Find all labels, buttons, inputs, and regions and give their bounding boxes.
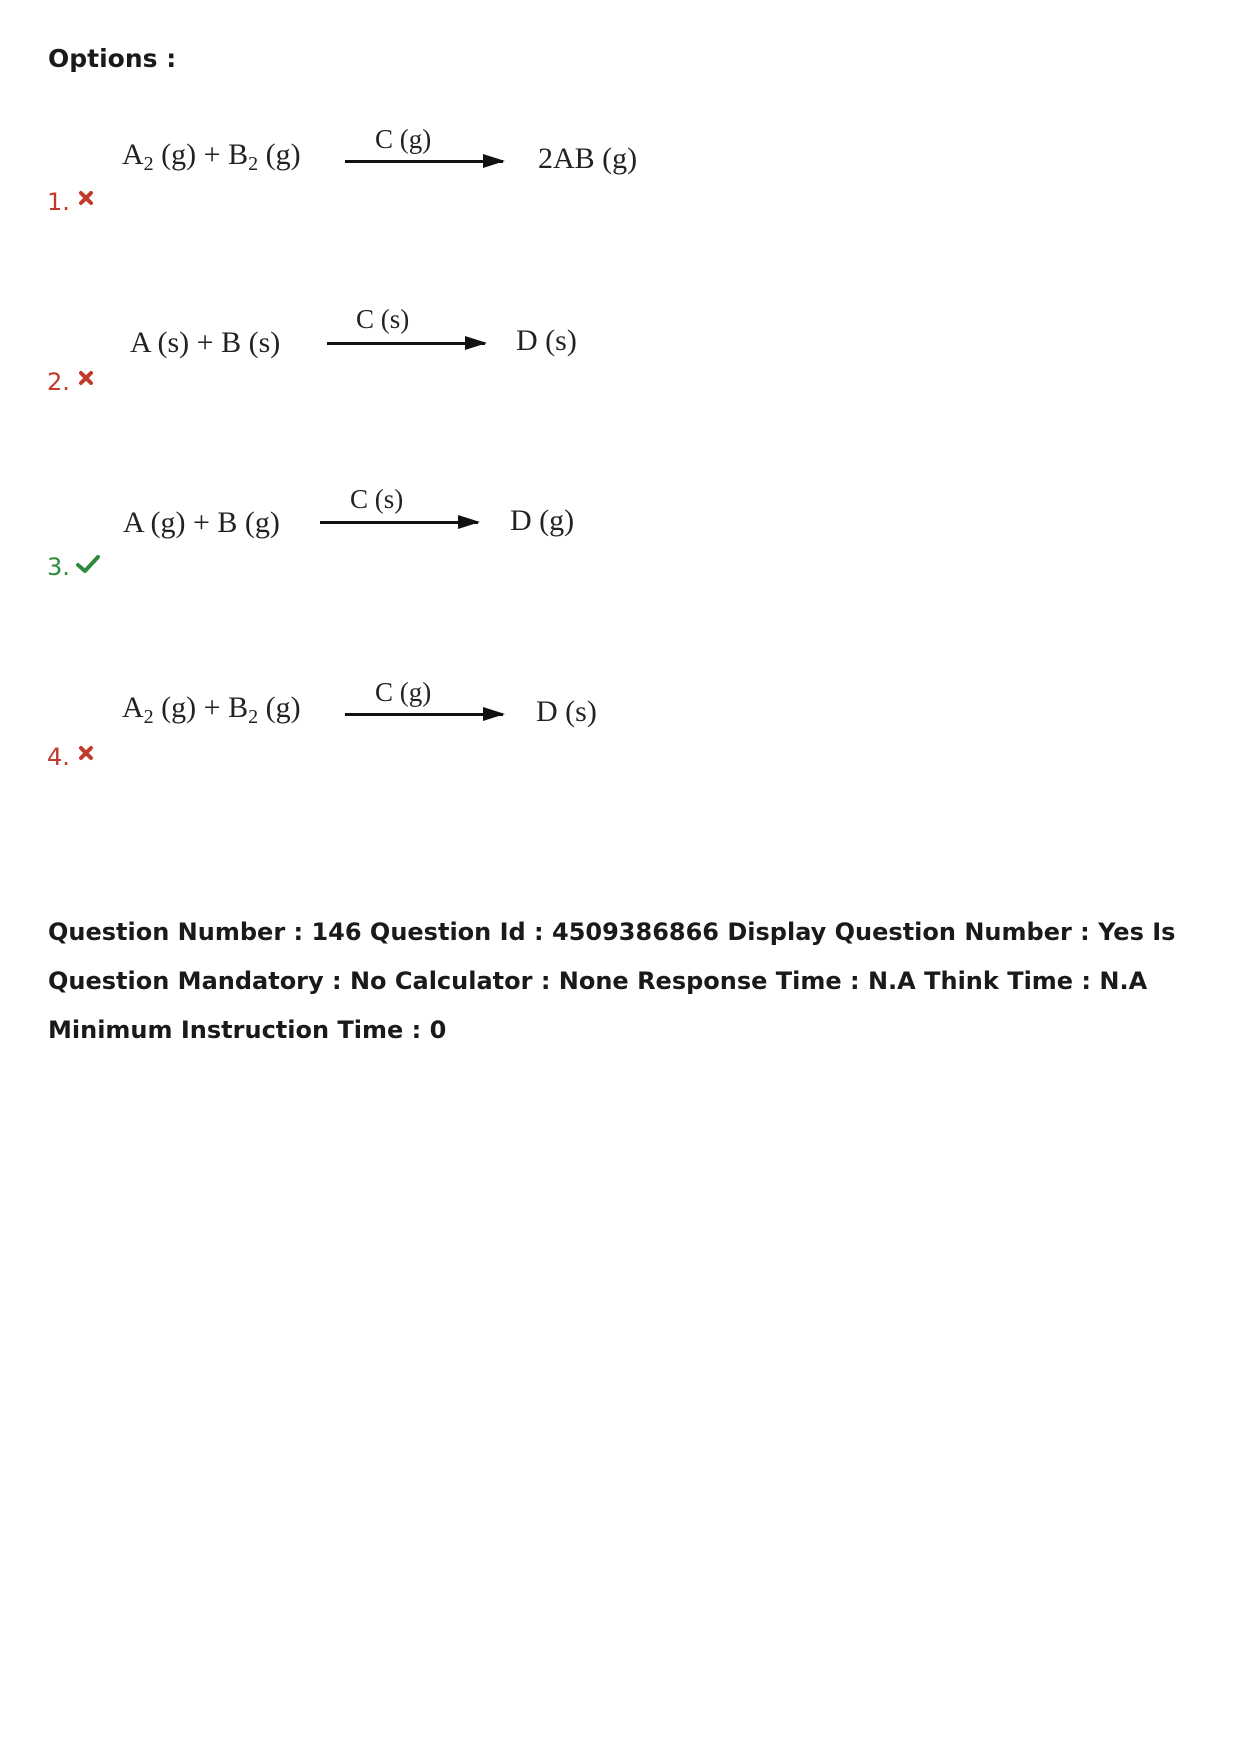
option-2-reactants: A (s) + B (s) (130, 326, 281, 359)
option-4-product: D (s) (536, 695, 597, 728)
option-1 (0, 120, 1240, 250)
option-2-catalyst: C (s) (356, 304, 410, 334)
option-2-product: D (s) (516, 324, 577, 357)
cross-icon (78, 745, 94, 765)
option-2-arrow (327, 342, 485, 345)
options-heading: Options : (48, 44, 177, 73)
option-3-product: D (g) (510, 504, 575, 537)
option-4-reactants: $A_2$ $(g) + B_2$ (g) (122, 691, 301, 728)
option-3-number: 3. (47, 553, 70, 581)
check-icon (76, 554, 100, 578)
option-2 (0, 300, 1240, 430)
option-4-number: 4. (47, 743, 70, 771)
option-3 (0, 480, 1240, 610)
option-3-reactants: A (g) + B (g) (123, 506, 280, 539)
option-4-arrow (345, 713, 503, 716)
option-2-number: 2. (47, 368, 70, 396)
option-4-catalyst: C (g) (375, 677, 432, 707)
cross-icon (78, 190, 94, 210)
option-1-catalyst: C (g) (375, 124, 432, 154)
cross-icon (78, 370, 94, 390)
option-1-reactants: $A_2$ $(g) + B_2$ (g) (122, 138, 301, 175)
question-metadata: Question Number : 146 Question Id : 4509386866 Display Question Number : Yes Is Question Mandatory : No Calculator : None Response Time : N.A Think Time : N.A Minimum Instruction Time : 0 (48, 918, 1176, 1044)
option-1-arrow (345, 160, 503, 163)
option-3-arrow (320, 521, 478, 524)
option-4 (0, 675, 1240, 805)
option-1-number: 1. (47, 188, 70, 216)
option-3-catalyst: C (s) (350, 484, 404, 514)
option-1-product: 2AB (g) (538, 142, 638, 175)
